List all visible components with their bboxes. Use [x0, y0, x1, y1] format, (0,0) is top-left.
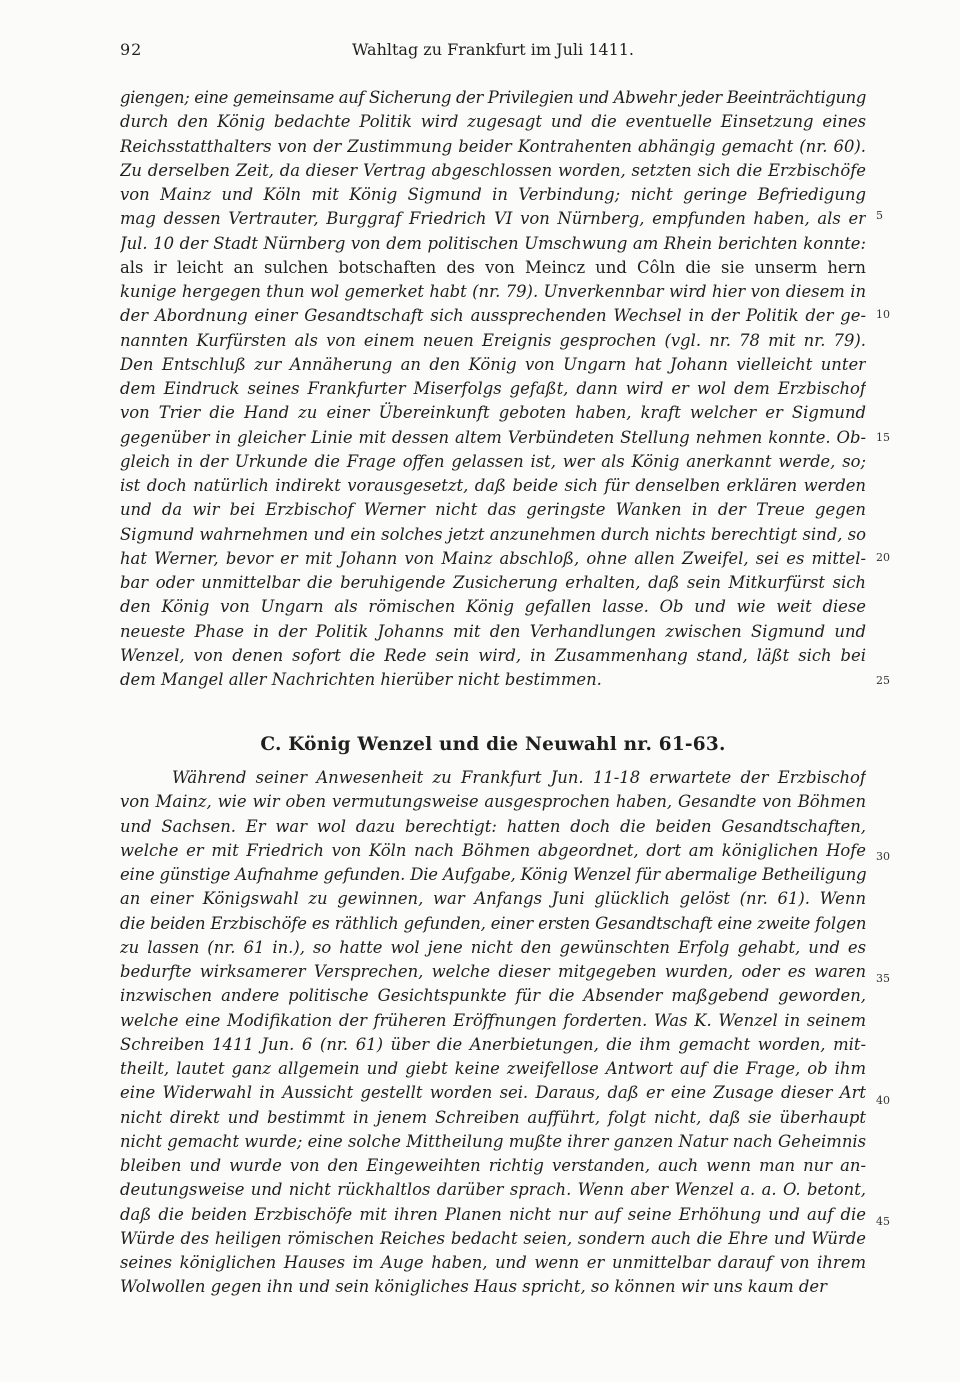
line-number: 15	[876, 431, 890, 444]
text-line: welche eine Modifikation der früheren Eröffnungen forderten. Was K. Wenzel in seinem	[120, 1010, 866, 1030]
text-line: den König von Ungarn als römischen König gefallen lasse. Ob und wie weit diese	[120, 597, 866, 617]
text-line: dem Mangel aller Nachrichten hierüber nicht bestimmen.	[120, 670, 602, 689]
text-line: mag dessen Vertrauter, Burggraf Friedrich VI von Nürnberg, empfunden haben, als er	[120, 209, 866, 229]
text-line: gegenüber in gleicher Linie mit dessen altem Verbündeten Stellung nehmen konnte. Ob-	[120, 427, 866, 447]
text-line: daß die beiden Erzbischöfe mit ihren Planen nicht nur auf seine Erhöhung und auf die	[120, 1204, 866, 1224]
text-line: hat Werner, bevor er mit Johann von Mainz abschloß, ohne allen Zweifel, sei es mittel-	[120, 548, 866, 568]
quoted-source-line: als ir leicht an sulchen botschaften des von Meincz und Côln die sie unserm hern	[120, 257, 866, 277]
text-line: Würde des heiligen römischen Reiches bedacht seien, sondern auch die Ehre und Würde	[120, 1228, 866, 1248]
text-line: Wenzel, von denen sofort die Rede sein wird, in Zusammenhang stand, läßt sich bei	[120, 645, 866, 665]
text-line: eine Widerwahl in Aussicht gestellt worden sei. Daraus, daß er eine Zusage dieser Art	[120, 1083, 866, 1103]
text-line: seines königlichen Hauses im Auge haben, und wenn er unmittelbar darauf von ihrem	[120, 1253, 866, 1272]
paragraph-2	[120, 766, 866, 1300]
text-line: durch den König bedachte Politik wird zugesagt und die eventuelle Einsetzung eines	[120, 112, 866, 132]
line-number: 45	[876, 1215, 890, 1228]
text-line: theilt, lautet ganz allgemein und giebt keine zweifellose Antwort auf die Frage, ob ihm	[120, 1059, 866, 1078]
text-line: zu lassen (nr. 61 in.), so hatte wol jene nicht den gewünschten Erfolg gehabt, und es	[120, 937, 866, 957]
text-line: an einer Königswahl zu gewinnen, war Anfangs Juni glücklich gelöst (nr. 61). Wenn	[120, 889, 866, 909]
page-number: 92	[120, 40, 143, 59]
text-line: Reichsstatthalters von der Zustimmung beider Kontrahenten abhängig gemacht (nr. 60).	[120, 136, 866, 156]
line-number: 25	[876, 674, 890, 687]
paragraph-1	[120, 86, 866, 692]
text-line: deutungsweise und nicht rückhaltlos darüber sprach. Wenn aber Wenzel a. a. O. betont,	[120, 1180, 866, 1200]
text-line: nannten Kurfürsten als von einem neuen Ereignis gesprochen (vgl. nr. 78 mit nr. 79).	[120, 330, 866, 350]
text-line: Jul. 10 der Stadt Nürnberg von dem politischen Umschwung am Rhein berichten konnte:	[120, 233, 866, 253]
text-line: eine günstige Aufnahme gefunden. Die Aufgabe, König Wenzel für abermalige Betheiligung	[120, 865, 866, 884]
text-line: die beiden Erzbischöfe es räthlich gefunden, einer ersten Gesandtschaft eine zweite folgen	[120, 913, 866, 933]
text-line: Sigmund wahrnehmen und ein solches jetzt anzunehmen durch nichts berechtigt sind, so	[120, 524, 866, 544]
line-number: 30	[876, 850, 890, 863]
text-line: bleiben und wurde von den Eingeweihten richtig verstanden, auch wenn man nur an-	[120, 1156, 866, 1175]
line-number: 5	[876, 209, 883, 222]
text-line: Schreiben 1411 Jun. 6 (nr. 61) über die Anerbietungen, die ihm gemacht worden, mit-	[120, 1034, 866, 1054]
text-line: von Trier die Hand zu einer Übereinkunft geboten haben, kraft welcher er Sigmund	[120, 403, 866, 423]
text-line: inzwischen andere politische Gesichtspunkte für die Absender maßgebend geworden,	[120, 986, 866, 1006]
text-line: nicht gemacht wurde; eine solche Mittheilung mußte ihrer ganzen Natur nach Geheimnis	[120, 1131, 866, 1151]
running-title: Wahltag zu Frankfurt im Juli 1411.	[351, 40, 635, 59]
text-line: kunige hergegen thun wol gemerket habt (nr. 79). Unverkennbar wird hier von diesem in	[120, 282, 866, 301]
text-line: welche er mit Friedrich von Köln nach Böhmen abgeordnet, dort am königlichen Hofe	[120, 840, 866, 860]
line-number: 35	[876, 972, 890, 985]
text-line: bedurfte wirksamerer Versprechen, welche dieser mitgegeben wurden, oder es waren	[120, 962, 866, 981]
text-line: Zu derselben Zeit, da dieser Vertrag abgeschlossen worden, setzten sich die Erzbischöfe	[120, 160, 866, 180]
text-line: ist doch natürlich indirekt vorausgesetzt, daß beide sich für denselben erklären werden	[120, 476, 866, 495]
text-line: Den Entschluß zur Annäherung an den König von Ungarn hat Johann vielleicht unter	[120, 354, 866, 374]
text-line: bar oder unmittelbar die beruhigende Zusicherung erhalten, daß sein Mitkurfürst sich	[120, 573, 866, 592]
text-line: und da wir bei Erzbischof Werner nicht das geringste Wanken in der Treue gegen	[120, 500, 866, 520]
line-number: 20	[876, 551, 890, 564]
line-number: 10	[876, 308, 890, 321]
text-line: von Mainz und Köln mit König Sigmund in Verbindung; nicht geringe Befriedigung	[120, 185, 866, 204]
text-line: von Mainz, wie wir oben vermutungsweise ausgesprochen haben, Gesandte von Böhmen	[120, 792, 866, 812]
text-line: Wolwollen gegen ihn und sein königliches Haus spricht, so können wir uns kaum der	[120, 1277, 827, 1297]
text-line: giengen; eine gemeinsame auf Sicherung der Privilegien und Abwehr jeder Beeinträchtigung	[120, 88, 866, 107]
text-line: neueste Phase in der Politik Johanns mit den Verhandlungen zwischen Sigmund und	[120, 621, 866, 641]
section-heading: C. König Wenzel und die Neuwahl nr. 61-63.	[260, 734, 726, 755]
text-line: der Abordnung einer Gesandtschaft sich aussprechenden Wechsel in der Politik der ge-	[120, 306, 866, 326]
line-number: 40	[876, 1094, 890, 1107]
page-header	[120, 40, 866, 68]
text-line: gleich in der Urkunde die Frage offen gelassen ist, wer als König anerkannt werde, so;	[120, 451, 866, 471]
text-line: und Sachsen. Er war wol dazu berechtigt: hatten doch die beiden Gesandtschaften,	[120, 816, 866, 836]
text-line: Während seiner Anwesenheit zu Frankfurt Jun. 11-18 erwartete der Erzbischof	[172, 768, 866, 787]
text-line: nicht direkt und bestimmt in jenem Schreiben aufführt, folgt nicht, daß sie überhaupt	[120, 1107, 866, 1127]
text-line: dem Eindruck seines Frankfurter Miserfolgs gefaßt, dann wird er wol dem Erzbischof	[120, 379, 866, 398]
